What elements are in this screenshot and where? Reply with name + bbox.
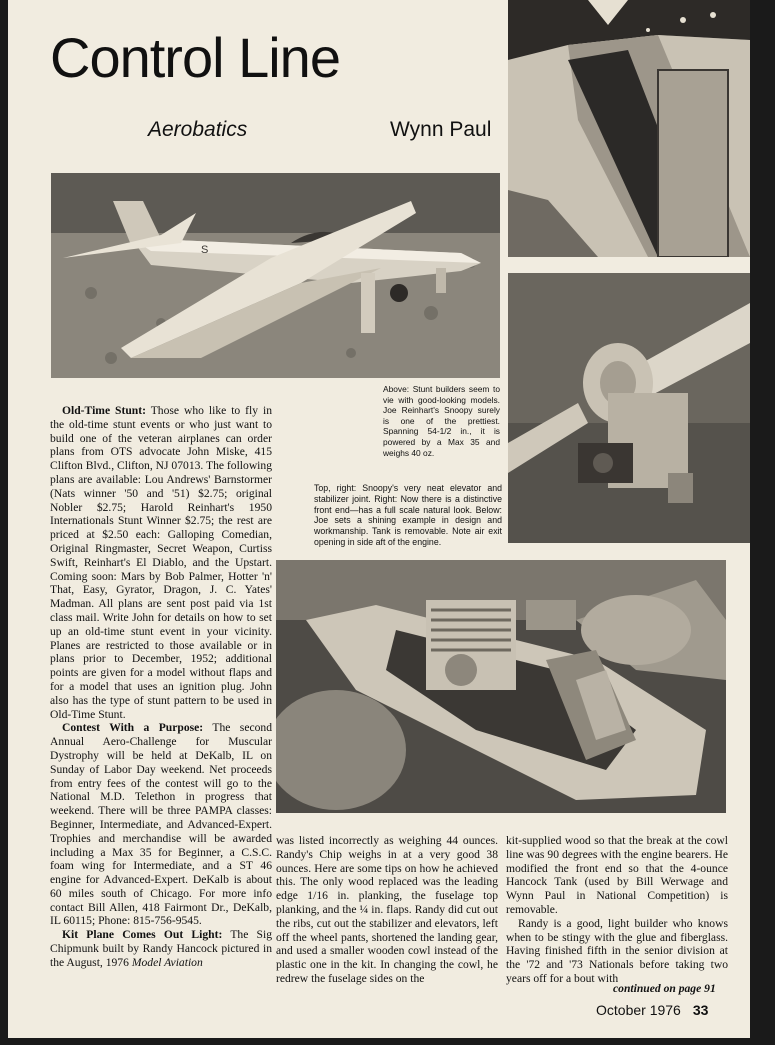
issue-date: October 1976 [596, 1002, 681, 1018]
page-footer [596, 1002, 708, 1018]
page-number: 33 [692, 1002, 709, 1018]
paragraph-col3-a: kit-supplied wood so that the break at the cowl line was 90 degrees with the engine bearers. He modified the front end so that the 4-ounce Hancock Tank (used by Bill Werwage and Wynn Paul in National Competition) is removable. [506, 834, 728, 916]
photo-snoopy-model [51, 173, 500, 378]
text-column-2 [276, 834, 498, 994]
heading-old-time-stunt: Old-Time Stunt: [62, 404, 146, 417]
continued-note: continued on page 91 [613, 982, 716, 995]
text-column-1 [50, 404, 272, 994]
photo-fuselage-hands [276, 560, 726, 813]
photo-tail-closeup [508, 0, 750, 257]
photo-engine-front [508, 273, 750, 543]
column-subtitle: Aerobatics [148, 118, 248, 141]
paragraph-col3-b: Randy is a good, light builder who knows when to be stingy with the glue and fiberglass. Having finished fifth in the senior division at the '72 and '73 Nationals before taking two years off for a bout with [506, 916, 728, 985]
magazine-title-italic: Model Aviation [131, 955, 203, 969]
paragraph-kit-plane: The Sig Chipmunk built by Randy Hancock pictured in the August, 1976 [50, 928, 273, 969]
caption-main-photo: Above: Stunt builders seem to vie with good-looking models. Joe Reinhart's Snoopy surely is one of the prettiest. Spanning 54-1/2 in., it is powered by a Max 35 and weighs 40 oz. [383, 384, 500, 458]
caption-right-photos: Top, right: Snoopy's very neat elevator and stabilizer joint. Right: Now there is a distinctive front end—has a full scale natural look. Below: Joe sets a shining example in design and workmanship. Tank is removable. Note air exit opening in side aft of the engine. [314, 483, 502, 547]
heading-kit-plane: Kit Plane Comes Out Light: [62, 928, 223, 942]
magazine-page [8, 0, 750, 1038]
text-column-3 [506, 834, 728, 984]
heading-contest-with-purpose: Contest With a Purpose: [62, 721, 204, 735]
page-title: Control Line [50, 26, 340, 89]
author-byline: Wynn Paul [390, 118, 492, 141]
paragraph-old-time-stunt: Those who like to fly in the old-time stunt events or who just want to build one of the veteran airplanes can order plans from OTS advocate John Miske, 415 Clifton Blvd., Clifton, NJ 07013. The following plans are available: Lou Andrews' Barnstormer (Nats winner '50 and '51) $2.75; original Nobler $2.75; Harold Reinhart's 1950 Internationals Stunt Winner $2.75; the rest are priced at $2.50 each: Galloping Comedian, Original Ringmaster, Secret Weapon, Curtiss Swift, Reinhart's El Diablo, and the Upstart. Coming soon: Mars by Bob Palmer, Hotter 'n' That, Easy, Gyrator, Dragon, J. C. Yates' Madman. All plans are sent post paid via 1st class mail. Write John for details on how to set up an old-time stunt event in your vicinity. Planes are restricted to those available or in plans prior to December, 1952; additional points are given for a model without flaps and for a model that uses an ignition plug. John also has the type of stunt pattern to be used in Old-Time Stunt. [50, 404, 273, 721]
paragraph-contest-with-purpose: The second Annual Aero-Challenge for Muscular Dystrophy will be held at DeKalb, IL on Sunday of Labor Day weekend. Net proceeds from entry fees of the contest will go to the National M.D. Telethon in progress that weekend. There will be three PAMPA classes: Beginner, Intermediate, and Advanced-Expert. Trophies and merchandise will be awarded including a Max 35 for Beginner, a C.S.C. foam wing for Intermediate, and a ST 46 engine for Advanced-Expert. DeKalb is about 60 miles south of Chicago. For more info contact Bill Allen, 418 Fairmont Dr., DeKalb, IL 60115; Phone: 815-756-9545. [50, 721, 272, 928]
svg-text:S: S [201, 244, 209, 256]
paragraph-col2: was listed incorrectly as weighing 44 ounces. Randy's Chip weighs in at a very good 38 ounces. Here are some tips on how he achieved this. The only wood replaced was the leading edge 1/16 in. planking, the fuselage top planking, and the ¼ in. flaps. Randy did cut out the ribs, cut out the stabilizer and elevators, left off the wheel pants, shortened the landing gear, and used a smaller wooden cowl instead of the plastic one in the kit. In changing the cowl, he redrew the fuselage sides on the [276, 834, 498, 985]
